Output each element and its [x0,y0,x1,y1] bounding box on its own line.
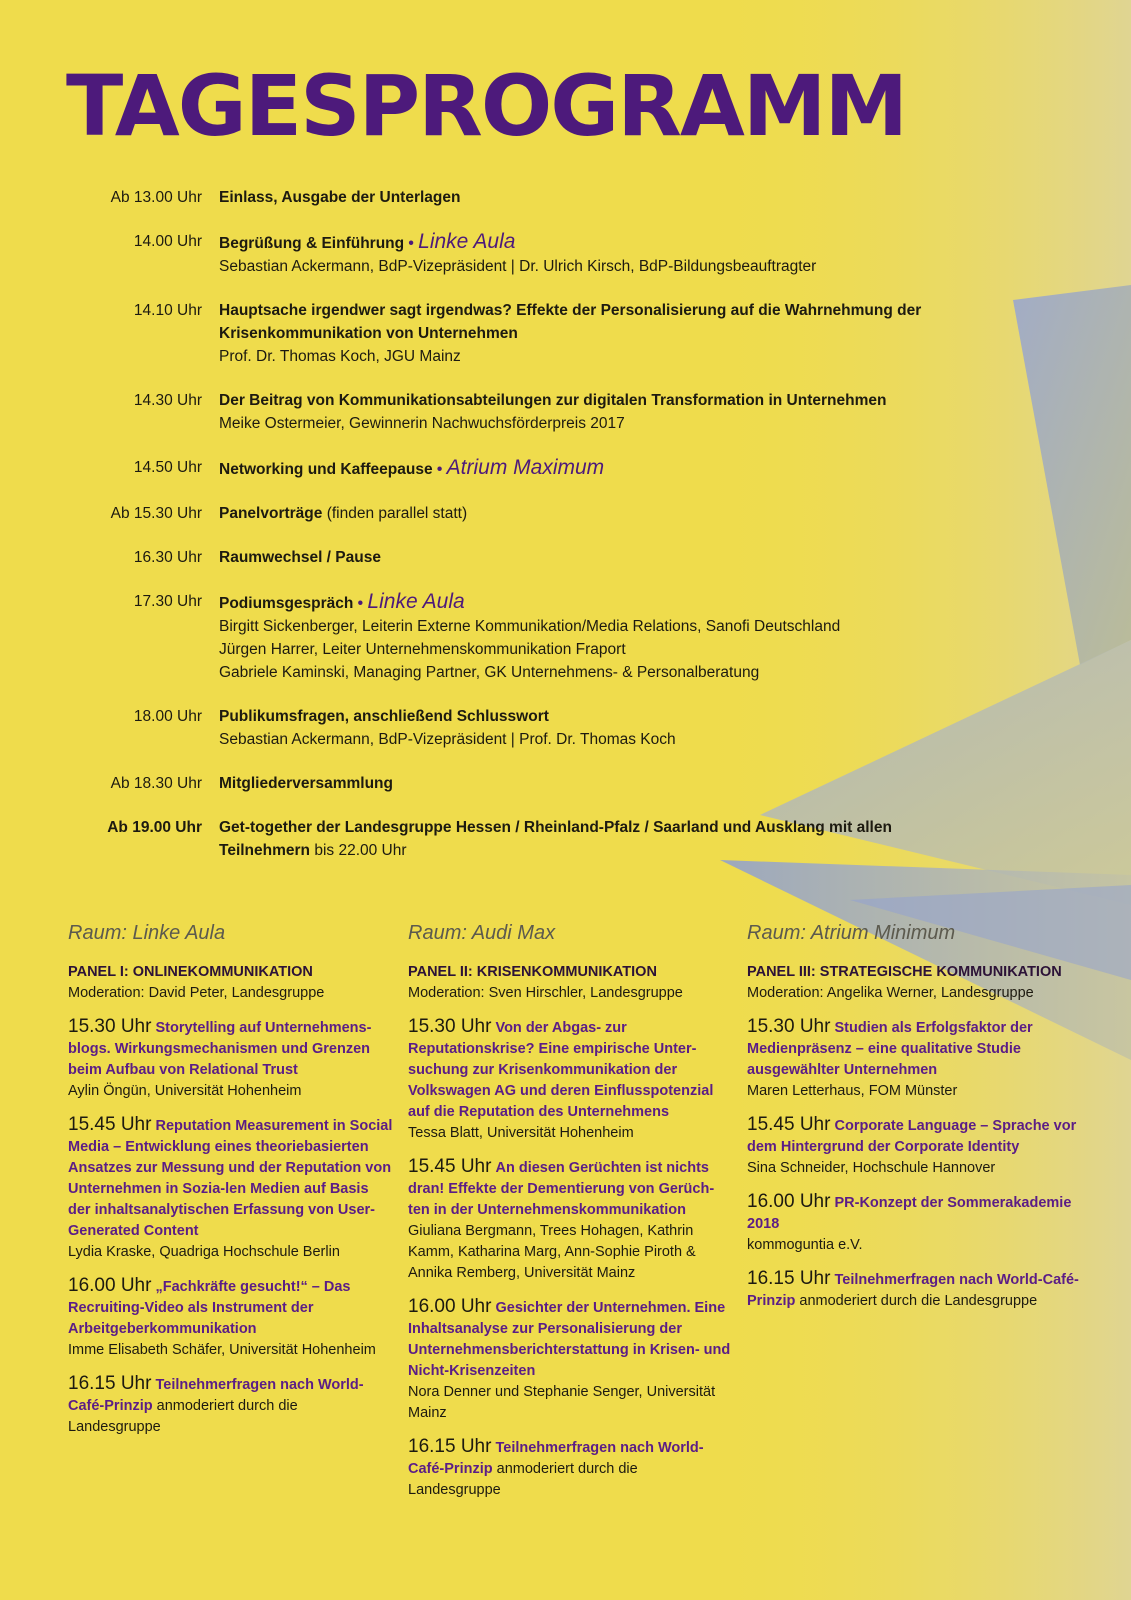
panel-talk [747,1114,1097,1179]
talk-speaker: Tessa Blatt, Universität Hohenheim [408,1125,634,1141]
panel-talk [68,1016,393,1102]
schedule-time: 14.50 Uhr [133,459,202,476]
talk-subtitle: vor dem Hintergrund der Corporate Identity [747,1118,1077,1155]
talk-time: 15.30 Uhr [408,1016,492,1037]
schedule-headline [219,456,979,481]
talk-subtitle: Medienpräsenz – eine qualitative Studie ausgewählter Unternehmen [747,1041,1021,1078]
panel-moderation: Moderation: David Peter, Landesgruppe [68,985,325,1001]
schedule-body [219,705,979,751]
talk-speaker: Imme Elisabeth Schäfer, Universität Hohenheim [68,1342,376,1358]
talk-time: 16.00 Uhr [747,1191,831,1212]
schedule-location: Linke Aula [418,230,516,253]
panel-talk [408,1016,733,1144]
schedule-detail: Jürgen Harrer, Leiter Unternehmenskommunikation Fraport [219,641,626,658]
panel-moderation: Moderation: Sven Hirschler, Landesgruppe [408,985,683,1001]
bullet-separator: • [404,235,419,252]
talk-speaker: Lydia Kraske, Quadriga Hochschule Berlin [68,1244,340,1260]
schedule-body [219,772,979,795]
schedule-title: Der Beitrag von Kommunikationsabteilungen zur digitalen Transformation in Unternehmen [219,392,887,409]
schedule-row [0,186,1000,209]
schedule-title: Publikumsfragen, anschließend Schlusswort [219,708,549,725]
schedule-location: Linke Aula [367,590,465,613]
talk-title: Teilnehmerfragen nach [155,1377,314,1393]
panel-column-3 [747,920,1097,1312]
schedule-title: Einlass, Ausgabe der Unterlagen [219,189,461,206]
talk-speaker: Maren Letterhaus, FOM Münster [747,1083,958,1099]
schedule-body [219,299,979,368]
panel-talk [747,1268,1097,1312]
schedule-row [0,299,1000,368]
talk-extra: anmoderiert durch die Landesgruppe [799,1293,1038,1309]
schedule-time: 16.30 Uhr [133,549,202,566]
talk-extra: anmoderiert durch die Landesgruppe [408,1461,638,1498]
talk-subtitle: Recruiting-Video als Instrument der Arbeitgeberkommunikation [68,1300,314,1337]
talk-title: Reputation Measurement [155,1118,329,1134]
schedule-headline [219,299,979,345]
bullet-separator: • [432,461,447,478]
talk-subtitle: dran! Effekte der Dementierung von Gerüch-ten in der Unternehmenskommunikation [408,1181,715,1218]
schedule-row [0,816,1000,862]
schedule-location: Atrium Maximum [446,456,605,479]
schedule-body [219,546,979,569]
schedule-row [0,502,1000,525]
panel-moderation: Moderation: Angelika Werner, Landesgruppe [747,985,1034,1001]
schedule-body [219,186,979,209]
schedule-detail: Gabriele Kaminski, Managing Partner, GK Unternehmens- & Personalberatung [219,664,760,681]
schedule-row [0,590,1000,684]
talk-extra: anmoderiert durch die Landesgruppe [68,1398,298,1435]
panel-title: PANEL I: ONLINEKOMMUNIKATION [68,964,313,980]
schedule-row [0,389,1000,435]
schedule-detail: Sebastian Ackermann, BdP-Vizepräsident | Prof. Dr. Thomas Koch [219,731,676,748]
schedule-title: Get-together der Landesgruppe Hessen / Rheinland-Pfalz / Saarland und Ausklang mit allen Teilnehmern [219,819,892,859]
talk-subtitle: blogs. Wirkungsmechanismen und Grenzen beim Aufbau von Relational Trust [68,1041,371,1078]
schedule-row [0,705,1000,751]
schedule-headline [219,705,979,728]
schedule-row [0,772,1000,795]
schedule-headline [219,546,979,569]
schedule-headline [219,389,979,412]
schedule-time: 14.00 Uhr [133,233,202,250]
schedule-headline [219,186,979,209]
schedule-body [219,456,979,481]
talk-title: Studien als Erfolgsfaktor der [834,1020,1033,1036]
panel-title: PANEL III: STRATEGISCHE KOMMUNIKATION [747,964,1062,980]
talk-subtitle: World-Café-Prinzip [68,1377,364,1414]
talk-title: Corporate Language – Sprache [834,1118,1050,1134]
talk-time: 16.15 Uhr [408,1436,492,1457]
talk-subtitle: World-Café-Prinzip [747,1272,1079,1309]
schedule-time: 18.00 Uhr [133,708,202,725]
schedule-headline [219,502,979,525]
schedule-detail: Meike Ostermeier, Gewinnerin Nachwuchsförderpreis 2017 [219,415,625,432]
talk-title: „Fachkräfte gesucht!“ – Das [155,1279,351,1295]
panel-talk [747,1191,1097,1256]
talk-title: PR-Konzept der [834,1195,944,1211]
bullet-separator: • [353,595,368,612]
schedule-row [0,456,1000,481]
schedule-title: Hauptsache irgendwer sagt irgendwas? Effekte der Personalisierung auf die Wahrnehmung der Krisenkommunikation von Unternehmen [219,302,922,342]
talk-speaker: Aylin Öngün, Universität Hohenheim [68,1083,302,1099]
schedule-detail: Prof. Dr. Thomas Koch, JGU Mainz [219,348,461,365]
talk-speaker: Sina Schneider, Hochschule Hannover [747,1160,996,1176]
talk-time: 16.00 Uhr [68,1275,152,1296]
schedule-headline [219,772,979,795]
schedule-time: Ab 18.30 Uhr [110,775,202,792]
schedule-title: Raumwechsel / Pause [219,549,381,566]
panel-column-2 [408,920,733,1501]
talk-subtitle: in Social Media – Entwicklung eines theoriebasierten Ansatzes zur Messung und der Reputation von Unternehmen in Sozia-len Medien auf Basis der inhaltsanalytischen Erfassung von User-Generated Content [68,1118,393,1239]
talk-time: 15.45 Uhr [408,1156,492,1177]
talk-time: 15.45 Uhr [747,1114,831,1135]
panel-title: PANEL II: KRISENKOMMUNIKATION [408,964,657,980]
schedule-body [219,816,979,862]
schedule-time: Ab 13.00 Uhr [110,189,202,206]
schedule-title: Begrüßung & Einführung [219,235,405,252]
schedule-time: Ab 15.30 Uhr [110,505,202,522]
schedule-detail: Birgitt Sickenberger, Leiterin Externe Kommunikation/Media Relations, Sanofi Deutschland [219,618,841,635]
talk-subtitle: World-Café-Prinzip [408,1440,704,1477]
schedule-body [219,502,979,525]
schedule-note: (finden parallel statt) [326,505,468,522]
schedule-note: bis 22.00 Uhr [314,842,407,859]
talk-subtitle: Sommerakademie 2018 [747,1195,1072,1232]
panel-room: Raum: Audi Max [408,922,556,944]
schedule-detail: Sebastian Ackermann, BdP-Vizepräsident | Dr. Ulrich Kirsch, BdP-Bildungsbeauftragter [219,258,817,275]
schedule-title: Networking und Kaffeepause [219,461,433,478]
talk-title: An diesen Gerüchten ist nichts [495,1160,709,1176]
panel-talk [747,1016,1097,1102]
talk-subtitle: Reputationskrise? Eine empirische Unter-suchung zur Krisenkommunikation der Volkswagen AG und deren Einflusspotenzial auf die Reputation des Unternehmens [408,1041,714,1120]
schedule-headline [219,816,979,862]
schedule-title: Panelvorträge [219,505,323,522]
panel-column-1 [68,920,393,1438]
talk-time: 15.30 Uhr [68,1016,152,1037]
panel-talk [68,1373,393,1438]
panel-talk [408,1296,733,1424]
talk-time: 15.45 Uhr [68,1114,152,1135]
talk-speaker: Giuliana Bergmann, Trees Hohagen, Kathrin Kamm, Katharina Marg, Ann-Sophie Piroth & Annika Remberg, Universität Mainz [408,1223,696,1281]
page-title: TAGESPROGRAMM [66,57,907,155]
talk-speaker: Nora Denner und Stephanie Senger, Universität Mainz [408,1384,716,1421]
schedule-time: 14.10 Uhr [133,302,202,319]
schedule-row [0,230,1000,278]
talk-title: Von der Abgas- zur [495,1020,627,1036]
talk-speaker: kommoguntia e.V. [747,1237,863,1253]
schedule-time: Ab 19.00 Uhr [107,819,202,836]
schedule-body [219,389,979,435]
talk-title: Gesichter der Unternehmen. [495,1300,691,1316]
talk-time: 16.15 Uhr [68,1373,152,1394]
panel-talk [408,1156,733,1284]
schedule-body [219,230,979,278]
talk-time: 16.15 Uhr [747,1268,831,1289]
talk-title: Teilnehmerfragen nach [495,1440,654,1456]
schedule-time: 17.30 Uhr [133,593,202,610]
talk-time: 15.30 Uhr [747,1016,831,1037]
schedule-row [0,546,1000,569]
schedule-title: Mitgliederversammlung [219,775,393,792]
schedule-time: 14.30 Uhr [133,392,202,409]
panel-talk [408,1436,733,1501]
panel-room: Raum: Linke Aula [68,922,226,944]
schedule-title: Podiumsgespräch [219,595,354,612]
talk-title: Storytelling auf Unternehmens- [155,1020,372,1036]
schedule-headline [219,230,979,255]
panel-room: Raum: Atrium Minimum [747,922,956,944]
schedule-body [219,590,979,684]
schedule-list [0,186,1000,862]
panel-talk [68,1114,393,1263]
panel-talk [68,1275,393,1361]
talk-subtitle: Eine Inhaltsanalyse zur Personalisierung der Unternehmensberichterstattung in Krisen- und Nicht-Krisenzeiten [408,1300,731,1379]
talk-title: Teilnehmerfragen nach [834,1272,993,1288]
talk-time: 16.00 Uhr [408,1296,492,1317]
schedule-headline [219,590,979,615]
